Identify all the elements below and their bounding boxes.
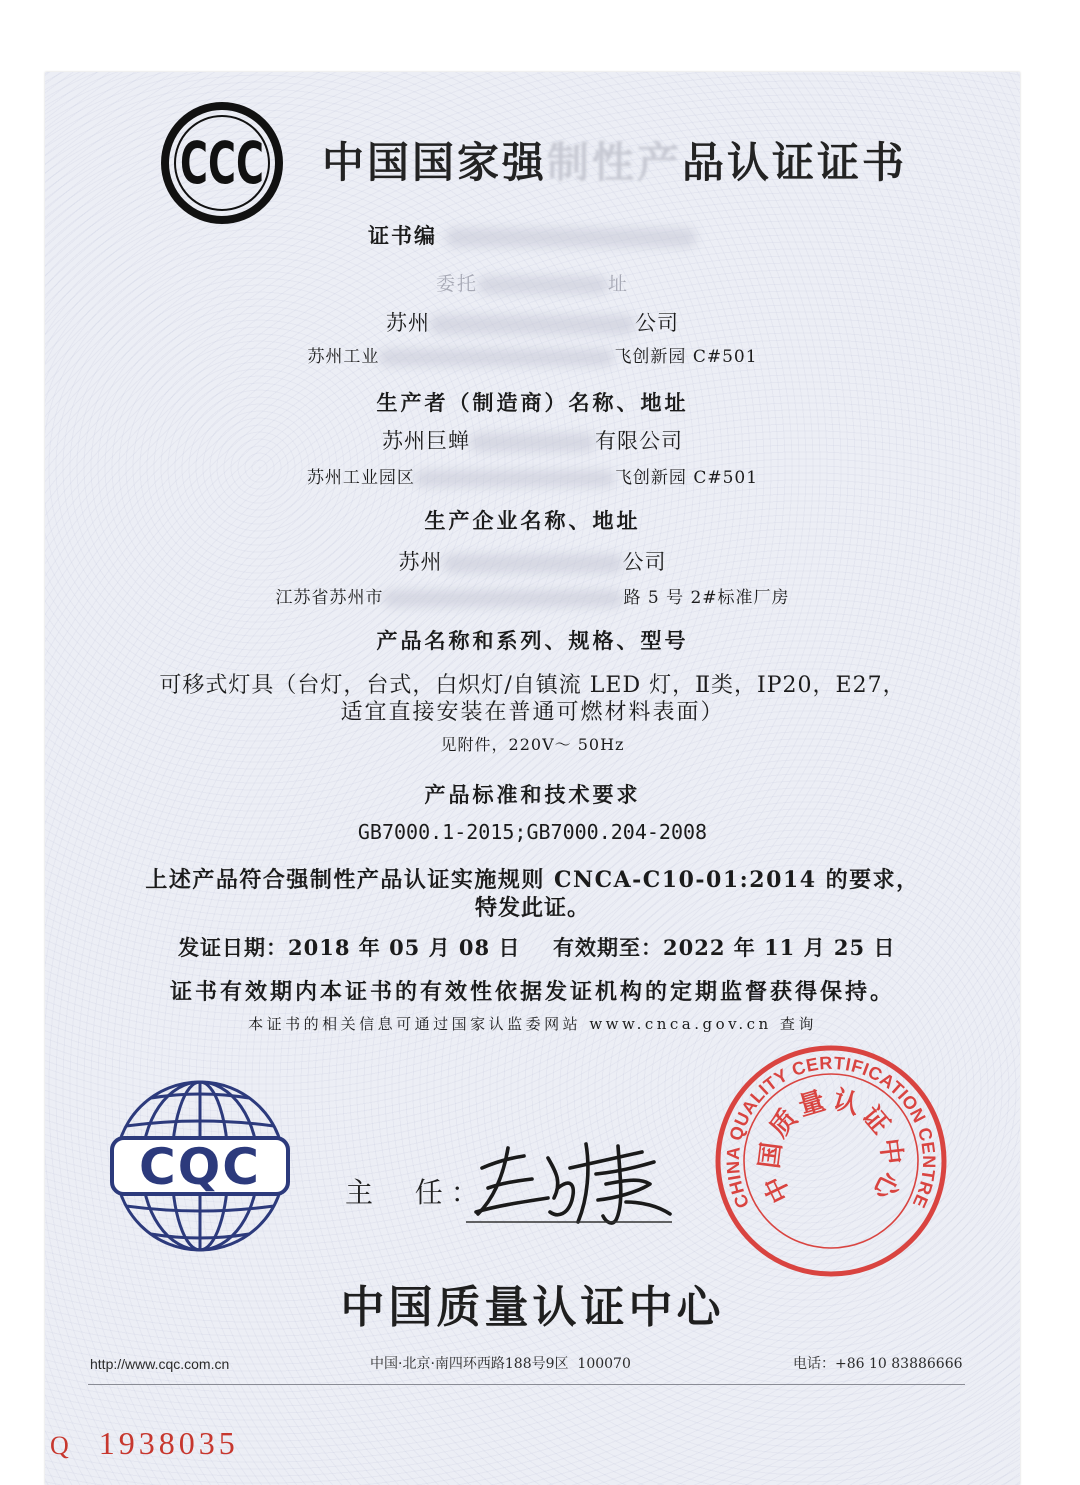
standards-value: GB7000.1-2015;GB7000.204-2008 [357, 820, 708, 844]
manufacturer-name [45, 427, 1020, 455]
manufacturer-address-start: 苏州工业园区 [306, 468, 415, 488]
applicant-name-start: 苏州 [386, 311, 430, 335]
seal-inner-text: 中国质量认证中心 [754, 1084, 908, 1208]
product-description-line-2: 适宜直接安装在普通可燃材料表面） [340, 700, 725, 725]
applicant-heading [45, 271, 1020, 297]
footer-website: http://www.cqc.com.cn [90, 1356, 230, 1372]
applicant-heading-start: 委托 [435, 273, 478, 295]
title-part-2: 制性产 [547, 138, 683, 187]
applicant-address-start: 苏州工业 [307, 347, 380, 367]
footer-phone: 电话：+86 10 83886666 [793, 1356, 963, 1372]
certification-seal-stamp [711, 1041, 951, 1281]
ccc-mark-icon [158, 99, 286, 227]
applicant-name-end: 公司 [635, 311, 679, 335]
certificate-number-row [368, 222, 696, 250]
footer-rule [88, 1384, 965, 1385]
query-note: 本证书的相关信息可通过国家认监委网站 www.cnca.gov.cn 查询 [248, 1015, 817, 1033]
factory-address-start: 江苏省苏州市 [275, 588, 384, 608]
footer-address: 中国·北京·南四环西路188号9区 100070 [370, 1356, 631, 1372]
redacted-region [443, 554, 623, 574]
standards-heading: 产品标准和技术要求 [424, 782, 641, 807]
serial-digits: 1938035 [98, 1425, 239, 1461]
product-description-line-1: 可移式灯具（台灯，台式，白炽灯/自镇流 LED 灯，Ⅱ类，IP20，E27， [159, 673, 906, 698]
product-heading: 产品名称和系列、规格、型号 [376, 628, 689, 653]
redacted-region [478, 276, 608, 294]
manufacturer-address [45, 466, 1020, 490]
manufacturer-name-end: 有限公司 [595, 429, 683, 453]
factory-name [45, 548, 1020, 576]
cqc-globe-logo-icon [107, 1078, 293, 1254]
conformity-statement-line-1: 上述产品符合强制性产品认证实施规则 CNCA-C10-01:2014 的要求， [145, 867, 920, 893]
manufacturer-address-end: 飞创新园 C#501 [614, 468, 759, 488]
director-label: 主 任： [345, 1176, 487, 1209]
validity-note: 证书有效期内本证书的有效性依据发证机构的定期监督获得保持。 [169, 979, 895, 1005]
applicant-heading-end: 址 [608, 273, 630, 295]
factory-name-end: 公司 [622, 550, 667, 574]
cqc-logo-text: CQC [139, 1138, 261, 1196]
factory-heading: 生产企业名称、地址 [424, 508, 641, 533]
redacted-region [383, 590, 623, 606]
manufacturer-heading: 生产者（制造商）名称、地址 [376, 390, 689, 415]
factory-address-end: 路 5 号 2#标准厂房 [623, 588, 790, 608]
director-signature [466, 1128, 678, 1228]
factory-name-start: 苏州 [398, 550, 443, 574]
certificate-title [322, 135, 907, 191]
applicant-address-end: 飞创新园 C#501 [614, 347, 758, 367]
title-part-1: 中国国家强 [322, 138, 548, 187]
redacted-region [415, 470, 615, 486]
issuer-name: 中国质量认证中心 [340, 1282, 725, 1333]
redacted-region [379, 349, 614, 365]
serial-prefix: Q [50, 1431, 69, 1460]
redacted-region [446, 228, 696, 248]
ccc-mark-text: CCC [180, 129, 264, 197]
expiry-date: 有效期至：2022 年 11 月 25 日 [553, 935, 896, 960]
seal-outer-text: CHINA QUALITY CERTIFICATION CENTRE [722, 1052, 940, 1212]
serial-number [50, 1420, 239, 1473]
certificate-number-label: 证书编 [368, 223, 437, 248]
redacted-region [430, 315, 635, 335]
issue-date: 发证日期：2018 年 05 月 08 日 [178, 935, 521, 960]
svg-text:中国质量认证中心 [755, 1085, 908, 1208]
manufacturer-name-start: 苏州巨蝉 [382, 429, 470, 453]
title-part-3: 品认证证书 [682, 138, 908, 187]
product-rating: 见附件，220V～ 50Hz [440, 735, 625, 754]
applicant-name [45, 309, 1020, 337]
conformity-statement-line-2: 特发此证。 [474, 895, 590, 921]
applicant-address [45, 345, 1020, 369]
factory-address [45, 586, 1020, 610]
redacted-region [470, 433, 595, 453]
